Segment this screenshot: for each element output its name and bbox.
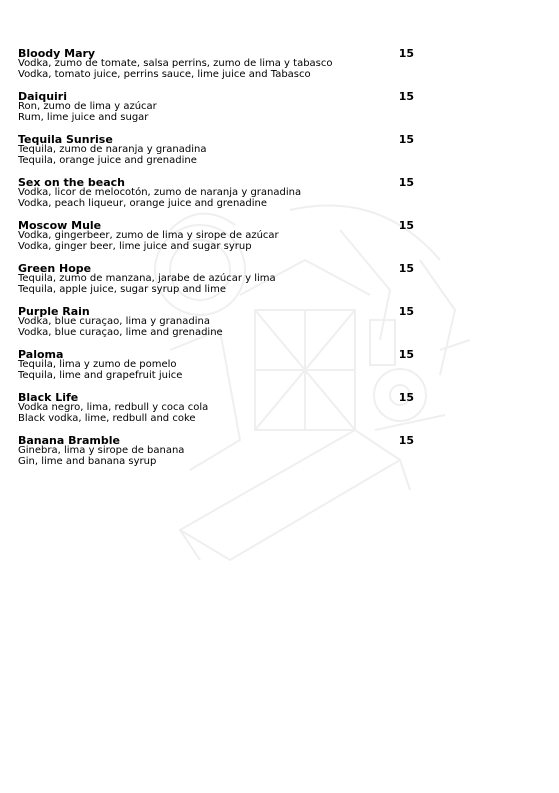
item-price: 15 bbox=[398, 391, 414, 404]
item-description-es: Vodka, blue curaçao, lima y granadina bbox=[18, 316, 210, 327]
item-description-en: Vodka, blue curaçao, lime and grenadine bbox=[18, 326, 223, 338]
item-price: 15 bbox=[398, 133, 414, 146]
item-description-es: Ron, zumo de lima y azúcar bbox=[18, 101, 157, 112]
menu-item bbox=[18, 177, 418, 220]
item-name: Moscow Mule bbox=[18, 219, 102, 232]
item-price: 15 bbox=[398, 90, 414, 103]
item-price: 15 bbox=[398, 305, 414, 318]
item-price: 15 bbox=[398, 47, 414, 60]
menu-item bbox=[18, 349, 418, 392]
item-name: Paloma bbox=[18, 348, 64, 361]
item-description-en: Tequila, apple juice, sugar syrup and lime bbox=[18, 283, 226, 295]
cocktail-menu bbox=[18, 48, 418, 478]
item-description-es: Tequila, zumo de naranja y granadina bbox=[18, 144, 207, 155]
item-description-en: Tequila, lime and grapefruit juice bbox=[18, 369, 183, 381]
item-description-en: Rum, lime juice and sugar bbox=[18, 111, 149, 123]
item-description-es: Tequila, lima y zumo de pomelo bbox=[18, 359, 177, 370]
item-name: Daiquiri bbox=[18, 90, 67, 103]
item-description-en: Vodka, peach liqueur, orange juice and grenadine bbox=[18, 197, 268, 209]
menu-item bbox=[18, 91, 418, 134]
item-description-en: Gin, lime and banana syrup bbox=[18, 455, 157, 467]
menu-item bbox=[18, 435, 418, 478]
menu-item bbox=[18, 392, 418, 435]
item-description-es: Tequila, zumo de manzana, jarabe de azúcar y lima bbox=[18, 273, 276, 284]
item-description-en: Vodka, tomato juice, perrins sauce, lime juice and Tabasco bbox=[18, 68, 311, 80]
item-price: 15 bbox=[398, 348, 414, 361]
item-name: Banana Bramble bbox=[18, 434, 120, 447]
item-price: 15 bbox=[398, 219, 414, 232]
item-description-es: Vodka, licor de melocotón, zumo de naranja y granadina bbox=[18, 187, 302, 198]
item-description-en: Vodka, ginger beer, lime juice and sugar syrup bbox=[18, 240, 252, 252]
item-name: Bloody Mary bbox=[18, 47, 96, 60]
item-price: 15 bbox=[398, 176, 414, 189]
item-description-es: Vodka, gingerbeer, zumo de lima y sirope de azúcar bbox=[18, 230, 279, 241]
item-description-es: Vodka negro, lima, redbull y coca cola bbox=[18, 402, 209, 413]
item-name: Black Life bbox=[18, 391, 79, 404]
menu-item bbox=[18, 306, 418, 349]
item-name: Sex on the beach bbox=[18, 176, 126, 189]
menu-item bbox=[18, 134, 418, 177]
menu-item bbox=[18, 263, 418, 306]
item-name: Purple Rain bbox=[18, 305, 90, 318]
item-price: 15 bbox=[398, 434, 414, 447]
item-name: Green Hope bbox=[18, 262, 92, 275]
item-description-en: Tequila, orange juice and grenadine bbox=[18, 154, 197, 166]
item-description-es: Ginebra, lima y sirope de banana bbox=[18, 445, 185, 456]
item-description-es: Vodka, zumo de tomate, salsa perrins, zumo de lima y tabasco bbox=[18, 58, 333, 69]
item-price: 15 bbox=[398, 262, 414, 275]
item-description-en: Black vodka, lime, redbull and coke bbox=[18, 412, 196, 424]
menu-item bbox=[18, 220, 418, 263]
menu-item bbox=[18, 48, 418, 91]
item-name: Tequila Sunrise bbox=[18, 133, 113, 146]
